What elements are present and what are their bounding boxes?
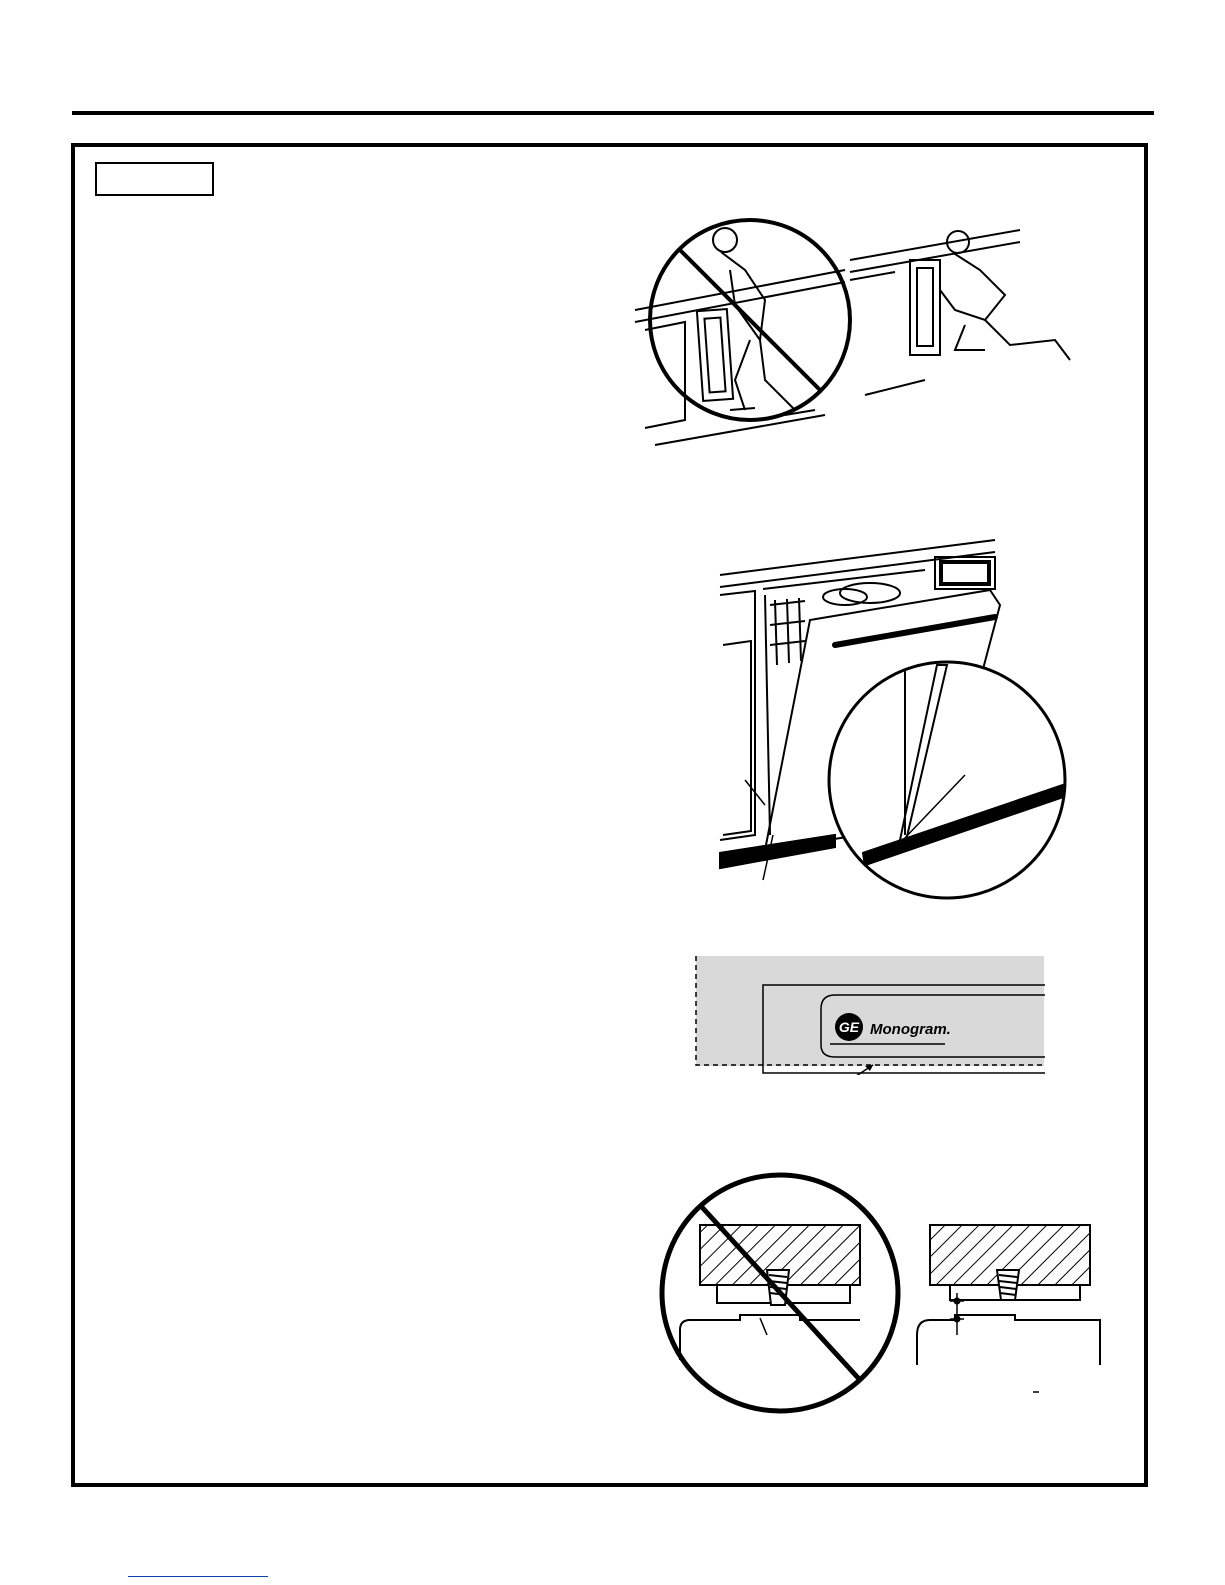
door-panel-figure: [695, 955, 1047, 1075]
section-label-box: [95, 162, 214, 196]
wrong-screw-illustration: [680, 1225, 860, 1360]
detail-callout: [829, 662, 1065, 898]
correct-screw-illustration: [917, 1225, 1100, 1392]
footer-link-underline[interactable]: [128, 1576, 268, 1577]
wrong-lifting-illustration: [635, 228, 845, 445]
prohibited-circle-icon: [650, 220, 850, 420]
lifting-figure: [625, 210, 1095, 460]
top-rule: [72, 111, 1154, 115]
prohibited-circle-icon: [662, 1175, 898, 1411]
screw-mounting-figure: [655, 1175, 1105, 1420]
door-alignment-figure: [715, 535, 1075, 900]
correct-lifting-illustration: [850, 230, 1070, 395]
brand-name: Monogram.: [870, 1021, 951, 1038]
ge-logo-icon: GE: [835, 1013, 863, 1041]
